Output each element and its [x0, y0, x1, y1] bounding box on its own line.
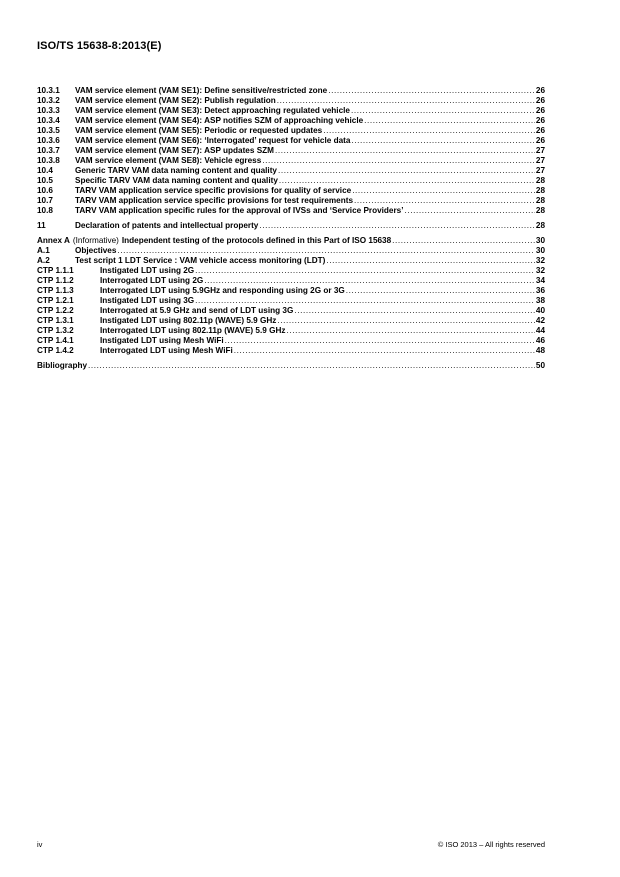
toc-entry-number: 11 [37, 221, 46, 230]
toc-entry-number: CTP 1.3.1 [37, 316, 74, 325]
dot-leader [204, 276, 535, 286]
toc-entry[interactable] [37, 126, 545, 136]
toc-entry[interactable] [37, 86, 545, 96]
toc-entry-title: VAM service element (VAM SE4): ASP notifies SZM of approaching vehicle [75, 116, 364, 125]
toc-entry[interactable] [37, 266, 545, 276]
dot-leader [262, 156, 535, 166]
dot-leader [294, 306, 535, 316]
page-number: iv [37, 840, 43, 849]
toc-entry-number: 10.6 [37, 186, 53, 195]
toc-entry-title: VAM service element (VAM SE3): Detect approaching regulated vehicle [75, 106, 350, 115]
toc-entry-page: 36 [535, 286, 545, 295]
toc-entry-title: VAM service element (VAM SE5): Periodic or requested updates [75, 126, 323, 135]
toc-entry-number: CTP 1.2.2 [37, 306, 74, 315]
toc-entry-number: CTP 1.4.1 [37, 336, 74, 345]
toc-entry-page: 42 [535, 316, 545, 325]
toc-entry-number: Annex A [37, 236, 70, 245]
toc-entry-page: 32 [535, 256, 545, 265]
toc-entry[interactable] [37, 336, 545, 346]
toc-entry-number: A.2 [37, 256, 50, 265]
toc-entry-annex-a[interactable] [37, 236, 545, 246]
toc-entry[interactable] [37, 136, 545, 146]
dot-leader [326, 256, 535, 266]
dot-leader [328, 86, 535, 96]
toc-entry[interactable] [37, 346, 545, 356]
dot-leader [286, 326, 534, 336]
toc-entry-number: CTP 1.3.2 [37, 326, 74, 335]
dot-leader [351, 136, 534, 146]
toc-entry-title: Independent testing of the protocols defined in this Part of ISO 15638 [121, 236, 392, 245]
dot-leader [346, 286, 535, 296]
toc-entry[interactable] [37, 296, 545, 306]
toc-entry-number: CTP 1.1.2 [37, 276, 74, 285]
dot-leader [275, 146, 535, 156]
toc-entry[interactable] [37, 256, 545, 266]
toc-entry-page: 28 [535, 186, 545, 195]
toc-entry-title: Declaration of patents and intellectual property [75, 221, 259, 230]
toc-entry-page: 28 [535, 176, 545, 185]
toc-entry-title: Interrogated LDT using 2G [100, 276, 204, 285]
dot-leader [364, 116, 535, 126]
toc-entry-title: Interrogated LDT using 5.9GHz and responding using 2G or 3G [100, 286, 345, 295]
toc-entry-number: CTP 1.2.1 [37, 296, 74, 305]
toc-entry-page: 32 [535, 266, 545, 275]
toc-entry[interactable] [37, 166, 545, 176]
table-of-contents [37, 86, 545, 371]
toc-entry-title: Test script 1 LDT Service : VAM vehicle access monitoring (LDT) [75, 256, 326, 265]
toc-entry-title: Instigated LDT using 3G [100, 296, 195, 305]
toc-entry-number: CTP 1.1.3 [37, 286, 74, 295]
dot-leader [225, 336, 535, 346]
toc-entry-title: Bibliography [37, 361, 88, 370]
toc-entry-page: 26 [535, 116, 545, 125]
toc-entry[interactable] [37, 146, 545, 156]
toc-entry-title: VAM service element (VAM SE1): Define sensitive/restricted zone [75, 86, 328, 95]
toc-entry-page: 34 [535, 276, 545, 285]
toc-entry-title: Interrogated LDT using 802.11p (WAVE) 5.9 GHz [100, 326, 286, 335]
toc-entry[interactable] [37, 326, 545, 336]
toc-entry-title: TARV VAM application service specific provisions for quality of service [75, 186, 352, 195]
toc-entry[interactable] [37, 246, 545, 256]
toc-entry-page: 50 [535, 361, 545, 370]
toc-entry-number: 10.7 [37, 196, 53, 205]
toc-entry-title: Instigated LDT using 2G [100, 266, 195, 275]
toc-entry-page: 28 [535, 221, 545, 230]
toc-entry[interactable] [37, 316, 545, 326]
toc-entry-page: 46 [535, 336, 545, 345]
dot-leader [259, 221, 535, 231]
toc-entry-number: CTP 1.4.2 [37, 346, 74, 355]
toc-entry[interactable] [37, 286, 545, 296]
toc-entry[interactable] [37, 276, 545, 286]
toc-entry-page: 26 [535, 106, 545, 115]
toc-entry-title: Generic TARV VAM data naming content and quality [75, 166, 277, 175]
toc-entry[interactable] [37, 176, 545, 186]
toc-entry-title: Objectives [75, 246, 117, 255]
toc-entry-title: Interrogated LDT using Mesh WiFi [100, 346, 233, 355]
toc-entry-page: 48 [535, 346, 545, 355]
toc-entry-page: 44 [535, 326, 545, 335]
dot-leader [278, 166, 535, 176]
toc-entry-page: 30 [535, 246, 545, 255]
toc-entry-number: 10.8 [37, 206, 53, 215]
dot-leader [88, 361, 535, 371]
toc-entry-title: Interrogated at 5.9 GHz and send of LDT using 3G [100, 306, 294, 315]
dot-leader [392, 236, 535, 246]
toc-entry-page: 27 [535, 156, 545, 165]
toc-entry-page: 27 [535, 146, 545, 155]
toc-entry-page: 26 [535, 96, 545, 105]
toc-entry-number: CTP 1.1.1 [37, 266, 74, 275]
toc-entry-number: 10.4 [37, 166, 53, 175]
toc-entry-title: TARV VAM application service specific provisions for test requirements [75, 196, 353, 205]
toc-entry-number: 10.3.7 [37, 146, 60, 155]
dot-leader [277, 316, 535, 326]
toc-entry-number: 10.3.1 [37, 86, 60, 95]
dot-leader [405, 206, 535, 216]
dot-leader [279, 176, 535, 186]
toc-entry-title: VAM service element (VAM SE6): ‘Interrogated’ request for vehicle data [75, 136, 351, 145]
toc-entry-title: Instigated LDT using 802.11p (WAVE) 5.9 GHz [100, 316, 277, 325]
toc-entry-number: 10.3.2 [37, 96, 60, 105]
dot-leader [323, 126, 535, 136]
toc-entry-page: 26 [535, 126, 545, 135]
toc-entry[interactable] [37, 206, 545, 216]
toc-entry-number: A.1 [37, 246, 50, 255]
dot-leader [195, 296, 535, 306]
copyright-notice: © ISO 2013 – All rights reserved [437, 840, 545, 849]
toc-entry-number: 10.3.4 [37, 116, 60, 125]
dot-leader [234, 346, 535, 356]
toc-entry-page: 38 [535, 296, 545, 305]
toc-entry-number: 10.3.5 [37, 126, 60, 135]
toc-entry-title: VAM service element (VAM SE7): ASP updates SZM [75, 146, 274, 155]
toc-entry-title: Instigated LDT using Mesh WiFi [100, 336, 224, 345]
dot-leader [277, 96, 535, 106]
toc-entry-11[interactable] [37, 221, 545, 231]
toc-entry[interactable] [37, 196, 545, 206]
document-id: ISO/TS 15638-8:2013(E) [37, 40, 162, 52]
dot-leader [117, 246, 534, 256]
toc-section-10-entries [37, 86, 545, 216]
toc-entry-number: 10.3.8 [37, 156, 60, 165]
toc-entry[interactable] [37, 186, 545, 196]
dot-leader [354, 196, 535, 206]
toc-entry[interactable] [37, 106, 545, 116]
annex-type-label: (Informative) [72, 236, 119, 245]
toc-ctp-entries [37, 266, 545, 356]
toc-entry-title: VAM service element (VAM SE2): Publish regulation [75, 96, 276, 105]
toc-entry-title: VAM service element (VAM SE8): Vehicle egress [75, 156, 262, 165]
toc-entry-page: 27 [535, 166, 545, 175]
toc-entry[interactable] [37, 306, 545, 316]
toc-entry-title: TARV VAM application specific rules for the approval of IVSs and ‘Service Providers’ [75, 206, 404, 215]
toc-entry-page: 26 [535, 136, 545, 145]
dot-leader [195, 266, 535, 276]
toc-entry[interactable] [37, 156, 545, 166]
toc-entry-page: 28 [535, 196, 545, 205]
toc-entry-page: 30 [535, 236, 545, 245]
toc-annex-entries [37, 246, 545, 266]
toc-entry-page: 40 [535, 306, 545, 315]
toc-entry-title: Specific TARV VAM data naming content and quality [75, 176, 278, 185]
toc-entry[interactable] [37, 116, 545, 126]
toc-entry[interactable] [37, 96, 545, 106]
toc-entry-number: 10.3.3 [37, 106, 60, 115]
dot-leader [351, 106, 535, 116]
toc-entry-number: 10.5 [37, 176, 53, 185]
toc-entry-bibliography[interactable] [37, 361, 545, 371]
toc-entry-page: 26 [535, 86, 545, 95]
toc-entry-number: 10.3.6 [37, 136, 60, 145]
dot-leader [352, 186, 535, 196]
toc-entry-page: 28 [535, 206, 545, 215]
